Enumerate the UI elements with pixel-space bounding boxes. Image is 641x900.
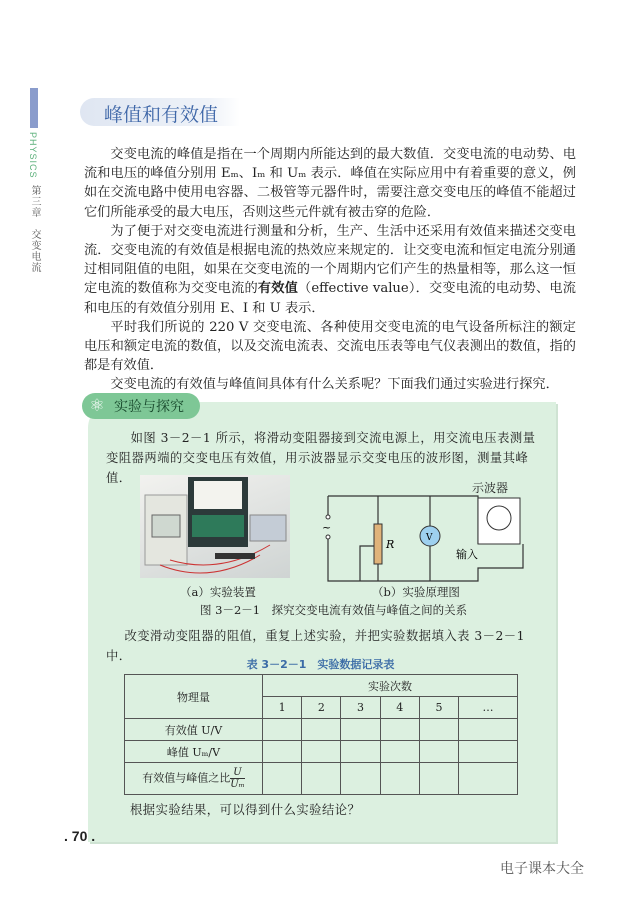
- subject-label: PHYSICS: [28, 132, 38, 179]
- caption-b: （b）实验原理图: [372, 585, 460, 599]
- row-label: 峰值 Uₘ/V: [125, 741, 263, 763]
- page-number: . 70 .: [64, 828, 96, 844]
- data-cell[interactable]: [459, 741, 518, 763]
- lab-tab: [82, 393, 200, 419]
- figure-caption: 图 3－2－1 探究交变电流有效值与峰值之间的关系: [200, 603, 468, 617]
- chapter-label: 第三章 交变电流: [29, 185, 40, 273]
- table-caption: 表 3－2－1 实验数据记录表: [246, 658, 395, 671]
- watermark: 电子课本大全: [500, 861, 584, 877]
- voltmeter-label: V: [426, 533, 433, 543]
- trial-header: 2: [302, 697, 341, 719]
- data-cell[interactable]: [380, 741, 419, 763]
- input-label: 输入: [456, 548, 478, 561]
- data-cell[interactable]: [302, 741, 341, 763]
- chapter-color-bar: [30, 88, 38, 128]
- resistor-label: R: [386, 538, 395, 551]
- data-cell[interactable]: [302, 719, 341, 741]
- source-label: ~: [322, 521, 332, 534]
- ratio-fraction: [230, 767, 245, 790]
- paragraph: 交变电流的峰值是指在一个周期内所能达到的最大数值．交变电流的电动势、电流和电压的峰值分别用 Eₘ、Iₘ 和 Uₘ 表示．峰值在实际应用中有着重要的意义，例如在交流电路中使用电容器、二极管等元器件时，需要注意交变电压的峰值不能超过它们所能承受的最大电压，否则这些元件就有被击穿的危险．: [84, 147, 576, 220]
- header-trials: 实验次数: [263, 675, 518, 697]
- lab-title: 实验与探究: [114, 399, 184, 415]
- apparatus-photo: [140, 475, 290, 578]
- data-cell[interactable]: [263, 741, 302, 763]
- paragraph: 平时我们所说的 220 V 交变电流、各种使用交变电流的电气设备所标注的额定电压和额定电流的数值，以及交流电流表、交流电压表等电气仪表测出的数值，指的都是有效值．: [84, 319, 576, 374]
- resistor-symbol: [374, 524, 382, 564]
- lab-question: 根据实验结果，可以得到什么实验结论？: [130, 803, 361, 817]
- row-label: [125, 763, 263, 795]
- data-cell[interactable]: [302, 763, 341, 795]
- atom-icon: ⚛: [89, 396, 105, 416]
- section-title: 峰值和有效值: [104, 104, 219, 126]
- text: 为了便于对交变电流进行测量和分析，生产、生活中还采用有效值来描述交变电流．交变电流的有效值是根据电流的热效应来规定的．让交变电流和恒定电流分别通过相同阻值的电阻，如果在交变电流的一个周期内它们产生的热量相等，那么这一恒定电流的数值称为交变电流的: [84, 223, 576, 297]
- body-text: [84, 145, 576, 395]
- data-cell[interactable]: [459, 763, 518, 795]
- paragraph: 交变电流的有效值与峰值间具体有什么关系呢？下面我们通过实验进行探究．: [110, 377, 559, 393]
- data-cell[interactable]: [341, 719, 380, 741]
- trial-header: 1: [263, 697, 302, 719]
- data-cell[interactable]: [419, 741, 458, 763]
- data-table: [124, 674, 518, 795]
- paragraph: [84, 222, 576, 318]
- trial-header: 3: [341, 697, 380, 719]
- ratio-text: 有效值与峰值之比: [142, 771, 231, 785]
- data-cell[interactable]: [263, 763, 302, 795]
- data-cell[interactable]: [263, 719, 302, 741]
- trial-header: 4: [380, 697, 419, 719]
- header-quantity: 物理量: [125, 675, 263, 719]
- table-row: [125, 741, 518, 763]
- lab-instruction: 改变滑动变阻器的阻值，重复上述实验，并把实验数据填入表 3－2－1 中．: [106, 629, 525, 663]
- apparatus-illustration: [140, 475, 290, 578]
- data-cell[interactable]: [380, 763, 419, 795]
- table-row: [125, 719, 518, 741]
- data-cell[interactable]: [459, 719, 518, 741]
- data-cell[interactable]: [341, 763, 380, 795]
- data-cell[interactable]: [419, 763, 458, 795]
- caption-a: （a）实验装置: [180, 585, 256, 599]
- data-cell[interactable]: [380, 719, 419, 741]
- trial-header: …: [459, 697, 518, 719]
- numerator: U: [230, 767, 245, 779]
- data-cell[interactable]: [419, 719, 458, 741]
- lab-intro: 如图 3－2－1 所示，将滑动变阻器接到交流电源上，用交流电压表测量变阻器两端的交变电压有效值，用示波器显示交变电压的波形图，测量其峰值．: [106, 431, 536, 485]
- term-bold: 有效值: [257, 281, 298, 297]
- circuit-diagram: [318, 486, 528, 586]
- trial-header: 5: [419, 697, 458, 719]
- denominator: Uₘ: [230, 779, 245, 790]
- text: （effective value）．交变电流的电动势、电流和电压的有效值分别用 E、I 和 U 表示．: [84, 281, 576, 316]
- table-row: [125, 763, 518, 795]
- oscilloscope-label: 示波器: [472, 481, 509, 495]
- data-cell[interactable]: [341, 741, 380, 763]
- row-label: 有效值 U/V: [125, 719, 263, 741]
